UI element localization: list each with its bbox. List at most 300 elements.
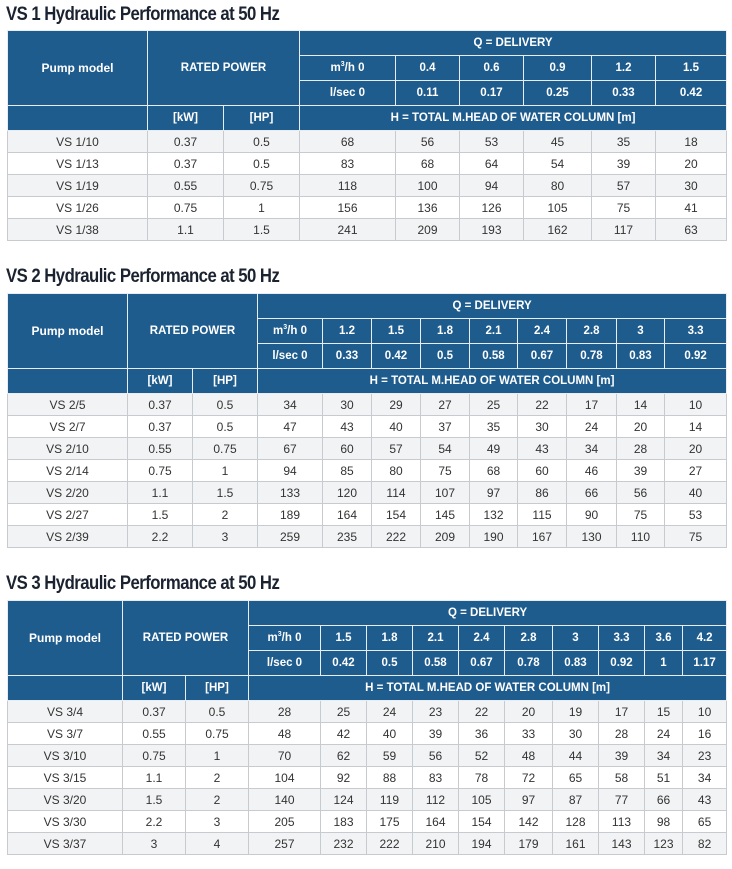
- head-cell: 27: [421, 394, 470, 416]
- model-cell: VS 2/27: [8, 504, 128, 526]
- head-cell: 100: [396, 175, 460, 197]
- table-row: [8, 723, 727, 745]
- head-cell: 29: [372, 394, 421, 416]
- hp-cell: 2: [186, 789, 249, 811]
- head-cell: 87: [553, 789, 599, 811]
- head-cell: 241: [300, 219, 396, 241]
- head-cell: 94: [258, 460, 323, 482]
- table-row: [8, 701, 727, 723]
- model-cell: VS 2/39: [8, 526, 128, 548]
- head-cell: 105: [524, 197, 592, 219]
- head-header: H = TOTAL M.HEAD OF WATER COLUMN [m]: [258, 369, 727, 394]
- model-cell: VS 3/4: [8, 701, 123, 723]
- hp-cell: 0.75: [224, 175, 300, 197]
- model-header: Pump model: [8, 294, 128, 369]
- flow-m3h: 3.3: [599, 626, 645, 651]
- flow-m3h: 3.6: [645, 626, 683, 651]
- head-cell: 94: [460, 175, 524, 197]
- head-cell: 27: [665, 460, 727, 482]
- hp-cell: 1.5: [193, 482, 258, 504]
- vs3-title: VS 3 Hydraulic Performance at 50 Hz: [6, 573, 280, 594]
- table-row: [8, 833, 727, 855]
- flow-m3h: 0.4: [396, 56, 460, 81]
- flow-ls: 0.83: [617, 344, 665, 369]
- model-cell: VS 2/14: [8, 460, 128, 482]
- flow-ls: 1.17: [683, 651, 727, 676]
- table-row: [8, 416, 727, 438]
- head-cell: 43: [323, 416, 372, 438]
- head-cell: 30: [656, 175, 727, 197]
- kw-cell: 0.75: [128, 460, 193, 482]
- head-cell: 57: [592, 175, 656, 197]
- head-cell: 18: [656, 131, 727, 153]
- head-cell: 107: [421, 482, 470, 504]
- kw-cell: 1.5: [123, 789, 186, 811]
- delivery-header: Q = DELIVERY: [249, 601, 727, 626]
- hp-cell: 4: [186, 833, 249, 855]
- vs2-title: VS 2 Hydraulic Performance at 50 Hz: [6, 266, 280, 287]
- head-cell: 43: [683, 789, 727, 811]
- head-cell: 179: [505, 833, 553, 855]
- model-cell: VS 3/37: [8, 833, 123, 855]
- head-cell: 124: [321, 789, 367, 811]
- table-row: [8, 745, 727, 767]
- kw-cell: 1.1: [123, 767, 186, 789]
- head-cell: 20: [665, 438, 727, 460]
- head-cell: 54: [524, 153, 592, 175]
- flow-m3h: 2.1: [413, 626, 459, 651]
- flow-m3h-unit: $m^3/h$ 0: [300, 56, 396, 81]
- flow-m3h: 1.2: [323, 319, 372, 344]
- head-cell: 209: [421, 526, 470, 548]
- head-cell: 98: [645, 811, 683, 833]
- kw-cell: 1.1: [148, 219, 224, 241]
- head-cell: 52: [459, 745, 505, 767]
- flow-ls: 0.11: [396, 81, 460, 106]
- flow-m3h: 4.2: [683, 626, 727, 651]
- flow-ls: 0.67: [518, 344, 567, 369]
- model-cell: VS 2/7: [8, 416, 128, 438]
- head-cell: 40: [665, 482, 727, 504]
- hp-cell: 0.5: [186, 701, 249, 723]
- head-cell: 28: [249, 701, 321, 723]
- head-cell: 34: [645, 745, 683, 767]
- head-cell: 54: [421, 438, 470, 460]
- head-cell: 41: [656, 197, 727, 219]
- head-cell: 48: [505, 745, 553, 767]
- kw-cell: 3: [123, 833, 186, 855]
- hp-header: [HP]: [193, 369, 258, 394]
- head-cell: 75: [592, 197, 656, 219]
- head-cell: 23: [413, 701, 459, 723]
- head-cell: 20: [656, 153, 727, 175]
- head-cell: 25: [321, 701, 367, 723]
- head-cell: 133: [258, 482, 323, 504]
- head-cell: 46: [567, 460, 617, 482]
- hp-cell: 0.75: [186, 723, 249, 745]
- hp-cell: 3: [186, 811, 249, 833]
- head-cell: 110: [617, 526, 665, 548]
- hp-cell: 1: [193, 460, 258, 482]
- head-cell: 20: [505, 701, 553, 723]
- flow-ls-unit: l/sec 0: [258, 344, 323, 369]
- model-header: Pump model: [8, 31, 148, 106]
- head-cell: 39: [592, 153, 656, 175]
- head-cell: 119: [367, 789, 413, 811]
- head-cell: 39: [599, 745, 645, 767]
- model-header-spacer: [8, 676, 123, 701]
- head-cell: 115: [518, 504, 567, 526]
- head-cell: 43: [518, 438, 567, 460]
- flow-ls: 0.92: [599, 651, 645, 676]
- flow-m3h: 1.5: [656, 56, 727, 81]
- flow-ls: 0.5: [421, 344, 470, 369]
- vs1-title: VS 1 Hydraulic Performance at 50 Hz: [6, 4, 280, 25]
- table-row: [8, 175, 727, 197]
- hp-header: [HP]: [186, 676, 249, 701]
- model-cell: VS 1/13: [8, 153, 148, 175]
- flow-m3h: 1.5: [372, 319, 421, 344]
- head-cell: 72: [505, 767, 553, 789]
- rated-power-header: RATED POWER: [128, 294, 258, 369]
- table-row: [8, 438, 727, 460]
- model-header: Pump model: [8, 601, 123, 676]
- table-row: [8, 131, 727, 153]
- head-cell: 136: [396, 197, 460, 219]
- head-cell: 85: [323, 460, 372, 482]
- model-cell: VS 3/7: [8, 723, 123, 745]
- model-cell: VS 2/20: [8, 482, 128, 504]
- hp-cell: 1: [186, 745, 249, 767]
- flow-ls: 0.33: [323, 344, 372, 369]
- head-cell: 64: [460, 153, 524, 175]
- head-cell: 30: [553, 723, 599, 745]
- head-cell: 24: [645, 723, 683, 745]
- head-cell: 22: [518, 394, 567, 416]
- head-cell: 51: [645, 767, 683, 789]
- table-row: [8, 482, 727, 504]
- model-cell: VS 1/26: [8, 197, 148, 219]
- head-cell: 120: [323, 482, 372, 504]
- head-cell: 24: [567, 416, 617, 438]
- flow-ls: 0.83: [553, 651, 599, 676]
- hp-cell: 1.5: [224, 219, 300, 241]
- head-cell: 48: [249, 723, 321, 745]
- model-cell: VS 2/10: [8, 438, 128, 460]
- head-cell: 142: [505, 811, 553, 833]
- head-cell: 42: [321, 723, 367, 745]
- head-cell: 175: [367, 811, 413, 833]
- head-cell: 128: [553, 811, 599, 833]
- head-cell: 17: [567, 394, 617, 416]
- head-cell: 105: [459, 789, 505, 811]
- head-cell: 20: [617, 416, 665, 438]
- kw-cell: 2.2: [123, 811, 186, 833]
- vs1-table: [7, 30, 727, 241]
- flow-ls: 0.33: [592, 81, 656, 106]
- head-cell: 10: [683, 701, 727, 723]
- head-cell: 259: [258, 526, 323, 548]
- head-cell: 16: [683, 723, 727, 745]
- head-cell: 154: [459, 811, 505, 833]
- hp-cell: 0.5: [224, 153, 300, 175]
- head-cell: 34: [258, 394, 323, 416]
- head-cell: 162: [524, 219, 592, 241]
- hp-header: [HP]: [224, 106, 300, 131]
- head-cell: 65: [553, 767, 599, 789]
- kw-header: [kW]: [148, 106, 224, 131]
- flow-m3h: 2.4: [459, 626, 505, 651]
- model-cell: VS 2/5: [8, 394, 128, 416]
- flow-m3h: 1.8: [367, 626, 413, 651]
- model-cell: VS 3/15: [8, 767, 123, 789]
- head-cell: 189: [258, 504, 323, 526]
- flow-m3h-unit: $m^3/h$ 0: [258, 319, 323, 344]
- rated-power-header: RATED POWER: [148, 31, 300, 106]
- head-cell: 10: [665, 394, 727, 416]
- head-cell: 45: [524, 131, 592, 153]
- kw-cell: 0.37: [128, 416, 193, 438]
- head-cell: 70: [249, 745, 321, 767]
- model-cell: VS 3/10: [8, 745, 123, 767]
- head-cell: 130: [567, 526, 617, 548]
- kw-cell: 0.37: [148, 131, 224, 153]
- head-cell: 28: [617, 438, 665, 460]
- vs2-data-rows: [8, 394, 727, 548]
- flow-m3h: 2.8: [567, 319, 617, 344]
- head-cell: 82: [683, 833, 727, 855]
- flow-ls-unit: l/sec 0: [300, 81, 396, 106]
- flow-m3h: 1.8: [421, 319, 470, 344]
- head-cell: 25: [470, 394, 518, 416]
- flow-ls: 0.42: [321, 651, 367, 676]
- head-cell: 232: [321, 833, 367, 855]
- hp-cell: 1: [224, 197, 300, 219]
- head-cell: 80: [372, 460, 421, 482]
- head-cell: 97: [470, 482, 518, 504]
- flow-m3h: 0.6: [460, 56, 524, 81]
- head-cell: 156: [300, 197, 396, 219]
- head-cell: 67: [258, 438, 323, 460]
- model-cell: VS 1/38: [8, 219, 148, 241]
- vs3-table: [7, 600, 727, 855]
- kw-header: [kW]: [128, 369, 193, 394]
- head-cell: 88: [367, 767, 413, 789]
- flow-m3h: 3: [617, 319, 665, 344]
- head-cell: 90: [567, 504, 617, 526]
- head-cell: 118: [300, 175, 396, 197]
- head-cell: 112: [413, 789, 459, 811]
- table-row: [8, 811, 727, 833]
- head-cell: 34: [683, 767, 727, 789]
- head-cell: 53: [665, 504, 727, 526]
- head-cell: 132: [470, 504, 518, 526]
- head-cell: 14: [665, 416, 727, 438]
- head-cell: 126: [460, 197, 524, 219]
- flow-ls: 0.78: [505, 651, 553, 676]
- head-cell: 205: [249, 811, 321, 833]
- table-row: [8, 504, 727, 526]
- table-row: [8, 153, 727, 175]
- head-cell: 83: [413, 767, 459, 789]
- head-cell: 80: [524, 175, 592, 197]
- head-cell: 194: [459, 833, 505, 855]
- head-cell: 56: [617, 482, 665, 504]
- table-row: [8, 767, 727, 789]
- kw-cell: 0.75: [123, 745, 186, 767]
- head-cell: 222: [372, 526, 421, 548]
- head-cell: 65: [683, 811, 727, 833]
- flow-m3h-unit: $m^3/h$ 0: [249, 626, 321, 651]
- head-cell: 75: [665, 526, 727, 548]
- flow-m3h: 1.2: [592, 56, 656, 81]
- model-header-spacer: [8, 106, 148, 131]
- head-cell: 113: [599, 811, 645, 833]
- head-cell: 164: [413, 811, 459, 833]
- kw-cell: 0.55: [128, 438, 193, 460]
- flow-m3h: 0.9: [524, 56, 592, 81]
- flow-m3h: 1.5: [321, 626, 367, 651]
- kw-cell: 0.37: [128, 394, 193, 416]
- hp-cell: 0.5: [224, 131, 300, 153]
- head-cell: 143: [599, 833, 645, 855]
- head-cell: 190: [470, 526, 518, 548]
- flow-ls: 0.92: [665, 344, 727, 369]
- head-cell: 68: [396, 153, 460, 175]
- head-cell: 33: [505, 723, 553, 745]
- hp-cell: 2: [186, 767, 249, 789]
- head-cell: 164: [323, 504, 372, 526]
- vs2-table: [7, 293, 727, 548]
- head-cell: 56: [396, 131, 460, 153]
- kw-header: [kW]: [123, 676, 186, 701]
- flow-ls: 1: [645, 651, 683, 676]
- kw-cell: 0.37: [148, 153, 224, 175]
- head-cell: 44: [553, 745, 599, 767]
- head-cell: 183: [321, 811, 367, 833]
- head-cell: 62: [321, 745, 367, 767]
- flow-ls: 0.25: [524, 81, 592, 106]
- head-cell: 60: [323, 438, 372, 460]
- head-cell: 56: [413, 745, 459, 767]
- flow-ls: 0.5: [367, 651, 413, 676]
- kw-cell: 0.55: [123, 723, 186, 745]
- head-cell: 39: [413, 723, 459, 745]
- head-cell: 75: [617, 504, 665, 526]
- table-row: [8, 526, 727, 548]
- head-cell: 40: [372, 416, 421, 438]
- flow-ls: 0.17: [460, 81, 524, 106]
- delivery-header: Q = DELIVERY: [300, 31, 727, 56]
- table-row: [8, 197, 727, 219]
- kw-cell: 1.1: [128, 482, 193, 504]
- flow-m3h: 3: [553, 626, 599, 651]
- vs1-data-rows: [8, 131, 727, 241]
- head-cell: 19: [553, 701, 599, 723]
- flow-m3h: 2.4: [518, 319, 567, 344]
- head-cell: 114: [372, 482, 421, 504]
- head-cell: 22: [459, 701, 505, 723]
- flow-m3h: 2.8: [505, 626, 553, 651]
- head-cell: 66: [645, 789, 683, 811]
- head-cell: 66: [567, 482, 617, 504]
- head-cell: 78: [459, 767, 505, 789]
- head-cell: 34: [567, 438, 617, 460]
- hp-cell: 0.75: [193, 438, 258, 460]
- head-header: H = TOTAL M.HEAD OF WATER COLUMN [m]: [300, 106, 727, 131]
- head-cell: 235: [323, 526, 372, 548]
- head-cell: 30: [323, 394, 372, 416]
- head-cell: 210: [413, 833, 459, 855]
- head-cell: 14: [617, 394, 665, 416]
- head-cell: 17: [599, 701, 645, 723]
- head-cell: 47: [258, 416, 323, 438]
- head-cell: 77: [599, 789, 645, 811]
- flow-m3h: 2.1: [470, 319, 518, 344]
- head-cell: 75: [421, 460, 470, 482]
- kw-cell: 0.55: [148, 175, 224, 197]
- head-cell: 40: [367, 723, 413, 745]
- flow-ls: 0.58: [413, 651, 459, 676]
- head-cell: 154: [372, 504, 421, 526]
- model-header-spacer: [8, 369, 128, 394]
- head-cell: 23: [683, 745, 727, 767]
- head-cell: 49: [470, 438, 518, 460]
- flow-ls: 0.42: [656, 81, 727, 106]
- head-cell: 60: [518, 460, 567, 482]
- kw-cell: 0.37: [123, 701, 186, 723]
- head-cell: 28: [599, 723, 645, 745]
- rated-power-header: RATED POWER: [123, 601, 249, 676]
- head-cell: 37: [421, 416, 470, 438]
- head-cell: 222: [367, 833, 413, 855]
- table-row: [8, 219, 727, 241]
- head-cell: 257: [249, 833, 321, 855]
- head-cell: 193: [460, 219, 524, 241]
- table-row: [8, 394, 727, 416]
- table-row: [8, 460, 727, 482]
- flow-ls: 0.42: [372, 344, 421, 369]
- model-cell: VS 1/19: [8, 175, 148, 197]
- head-cell: 30: [518, 416, 567, 438]
- head-cell: 35: [592, 131, 656, 153]
- model-cell: VS 1/10: [8, 131, 148, 153]
- flow-ls: 0.58: [470, 344, 518, 369]
- head-header: H = TOTAL M.HEAD OF WATER COLUMN [m]: [249, 676, 727, 701]
- head-cell: 140: [249, 789, 321, 811]
- head-cell: 24: [367, 701, 413, 723]
- head-cell: 68: [470, 460, 518, 482]
- hp-cell: 3: [193, 526, 258, 548]
- kw-cell: 2.2: [128, 526, 193, 548]
- flow-ls: 0.67: [459, 651, 505, 676]
- head-cell: 97: [505, 789, 553, 811]
- hp-cell: 0.5: [193, 394, 258, 416]
- head-cell: 57: [372, 438, 421, 460]
- hp-cell: 0.5: [193, 416, 258, 438]
- head-cell: 35: [470, 416, 518, 438]
- head-cell: 161: [553, 833, 599, 855]
- head-cell: 36: [459, 723, 505, 745]
- head-cell: 63: [656, 219, 727, 241]
- hp-cell: 2: [193, 504, 258, 526]
- head-cell: 53: [460, 131, 524, 153]
- vs3-data-rows: [8, 701, 727, 855]
- head-cell: 92: [321, 767, 367, 789]
- head-cell: 209: [396, 219, 460, 241]
- flow-m3h: 3.3: [665, 319, 727, 344]
- head-cell: 83: [300, 153, 396, 175]
